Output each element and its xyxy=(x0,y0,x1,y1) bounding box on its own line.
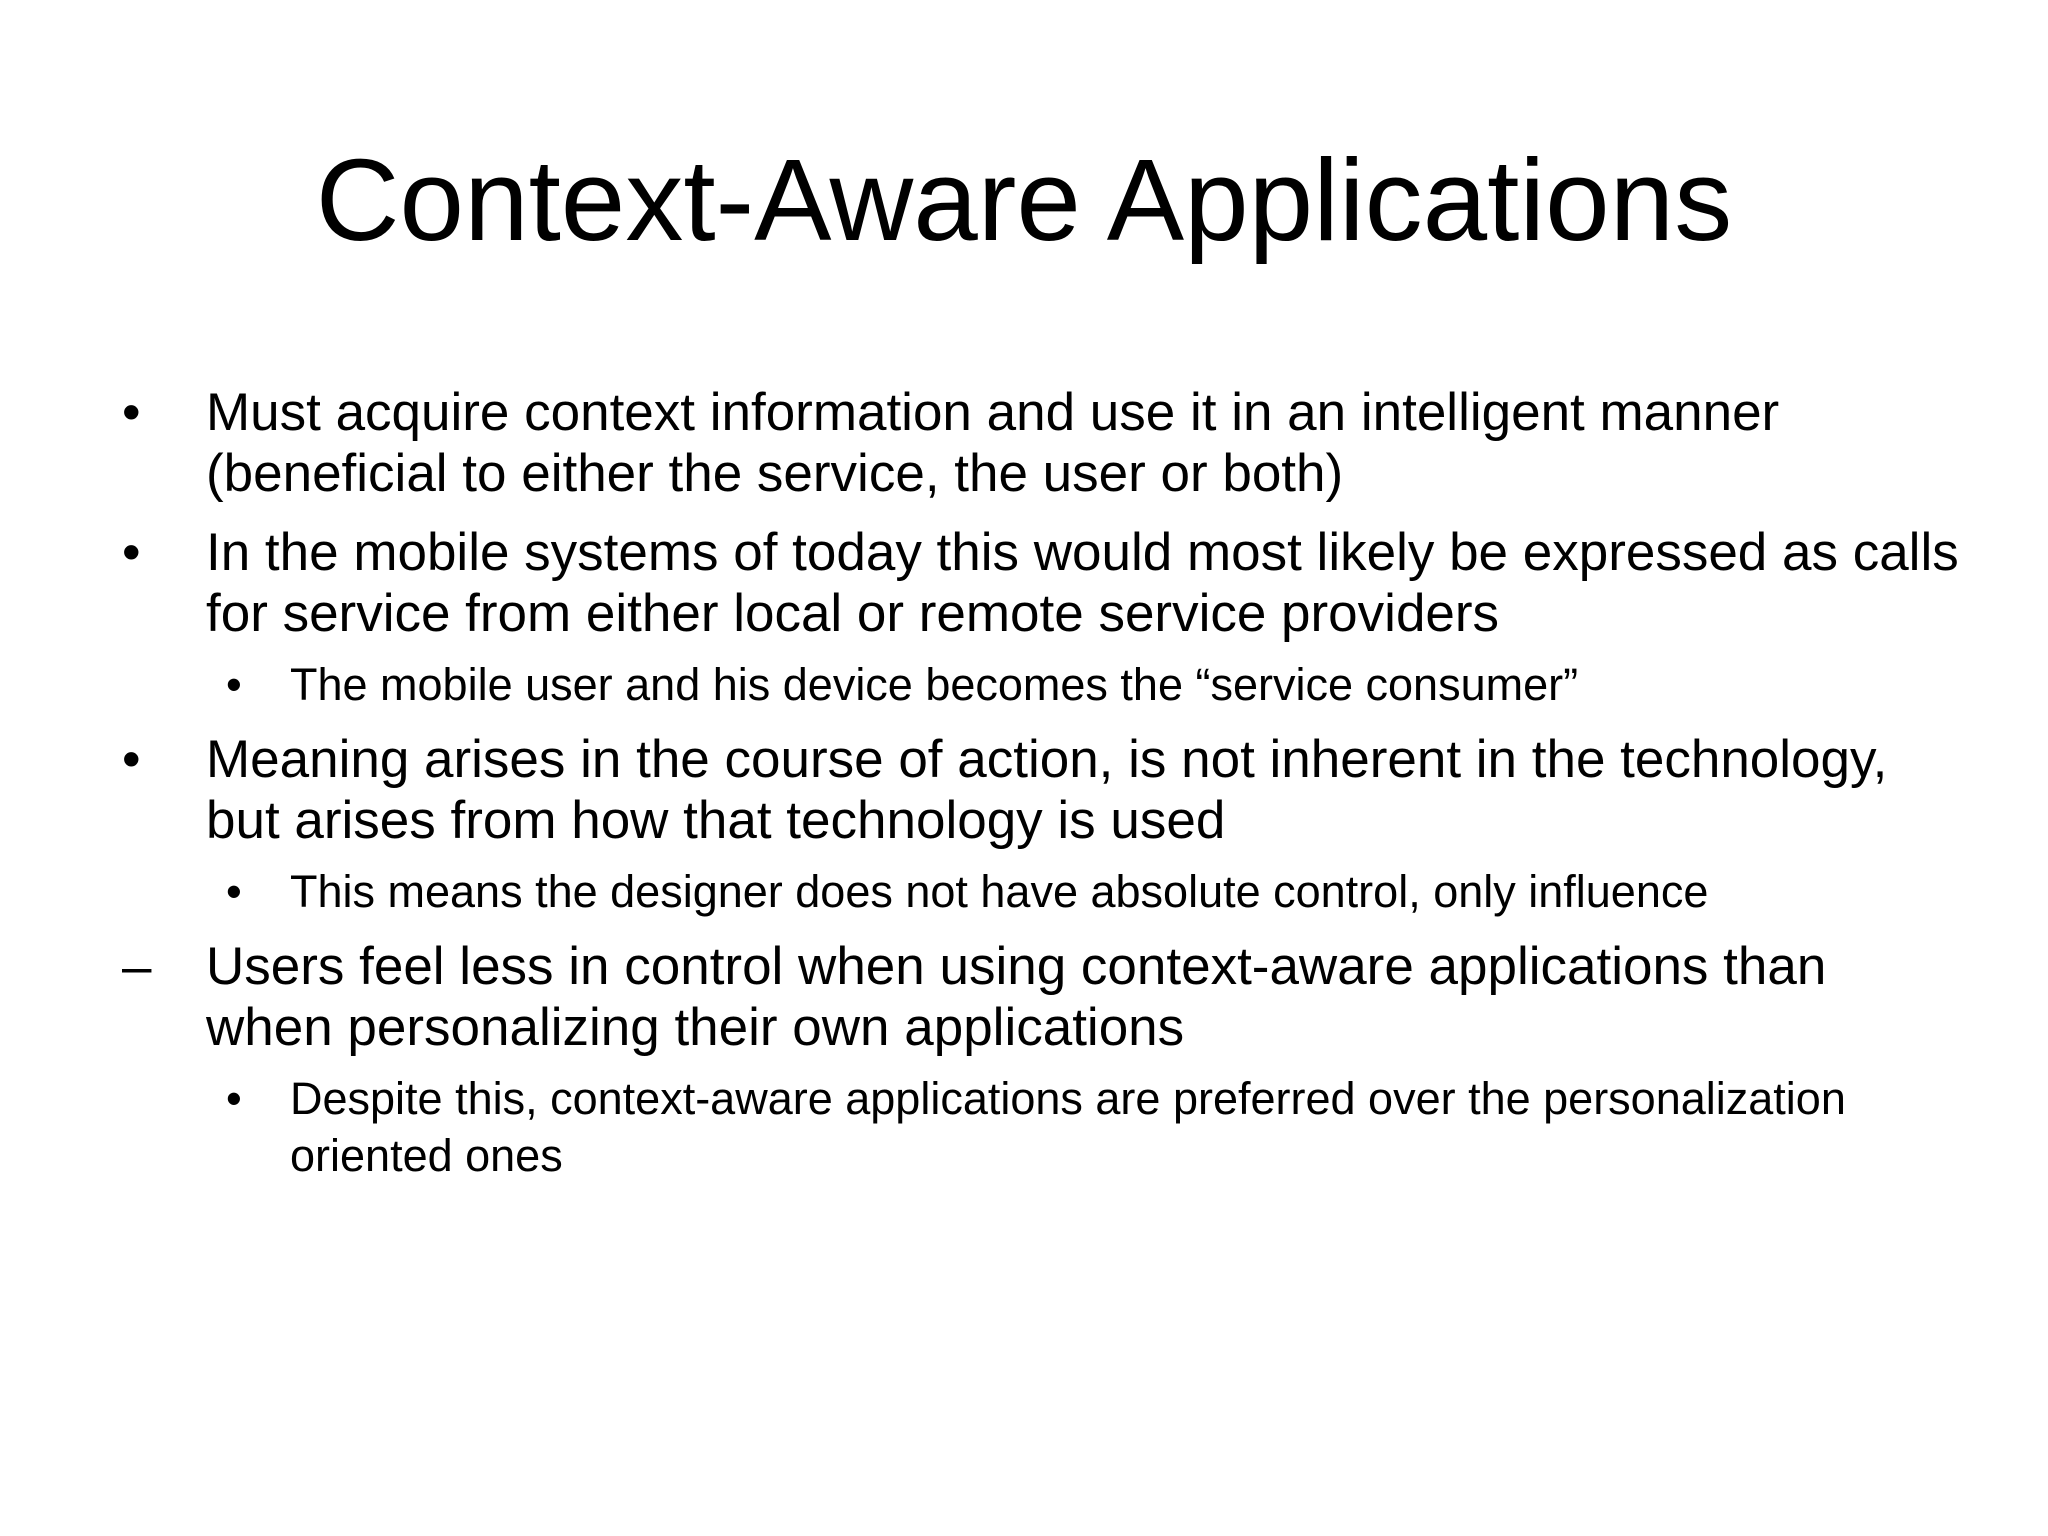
sub-bullet-text: The mobile user and his device becomes the “service consumer” xyxy=(290,659,1579,710)
sub-bullet-text: This means the designer does not have absolute control, only influence xyxy=(290,866,1709,917)
bullet-text: Meaning arises in the course of action, is not inherent in the technology, but arises from how that technology is used xyxy=(206,730,1888,850)
bullet-marker: • xyxy=(122,383,141,442)
sub-bullet-marker: • xyxy=(226,866,242,917)
bullet-text: Users feel less in control when using context-aware applications than when personalizing their own applications xyxy=(206,937,1827,1057)
bullet-marker: • xyxy=(122,523,141,582)
bullet-marker: • xyxy=(122,730,141,789)
sub-bullet-item xyxy=(120,656,1960,713)
sub-bullet-item xyxy=(120,863,1960,920)
sub-bullet-marker: • xyxy=(226,659,242,710)
sub-bullet-marker: • xyxy=(226,1073,242,1124)
dash-marker: – xyxy=(122,937,152,996)
bullet-text: In the mobile systems of today this would most likely be expressed as calls for service from either local or remote service providers xyxy=(206,523,1959,643)
dash-item xyxy=(120,936,1960,1058)
bullet-item xyxy=(120,382,1960,504)
bullet-item xyxy=(120,729,1960,851)
sub-bullet-item xyxy=(120,1070,1960,1184)
sub-bullet-text: Despite this, context-aware applications are preferred over the personalization oriented ones xyxy=(290,1073,1846,1181)
slide-title: Context-Aware Applications xyxy=(315,135,1733,265)
bullet-text: Must acquire context information and use it in an intelligent manner (beneficial to either the service, the user or both) xyxy=(206,383,1780,503)
bullet-item xyxy=(120,522,1960,644)
bullet-list xyxy=(120,382,1960,1200)
